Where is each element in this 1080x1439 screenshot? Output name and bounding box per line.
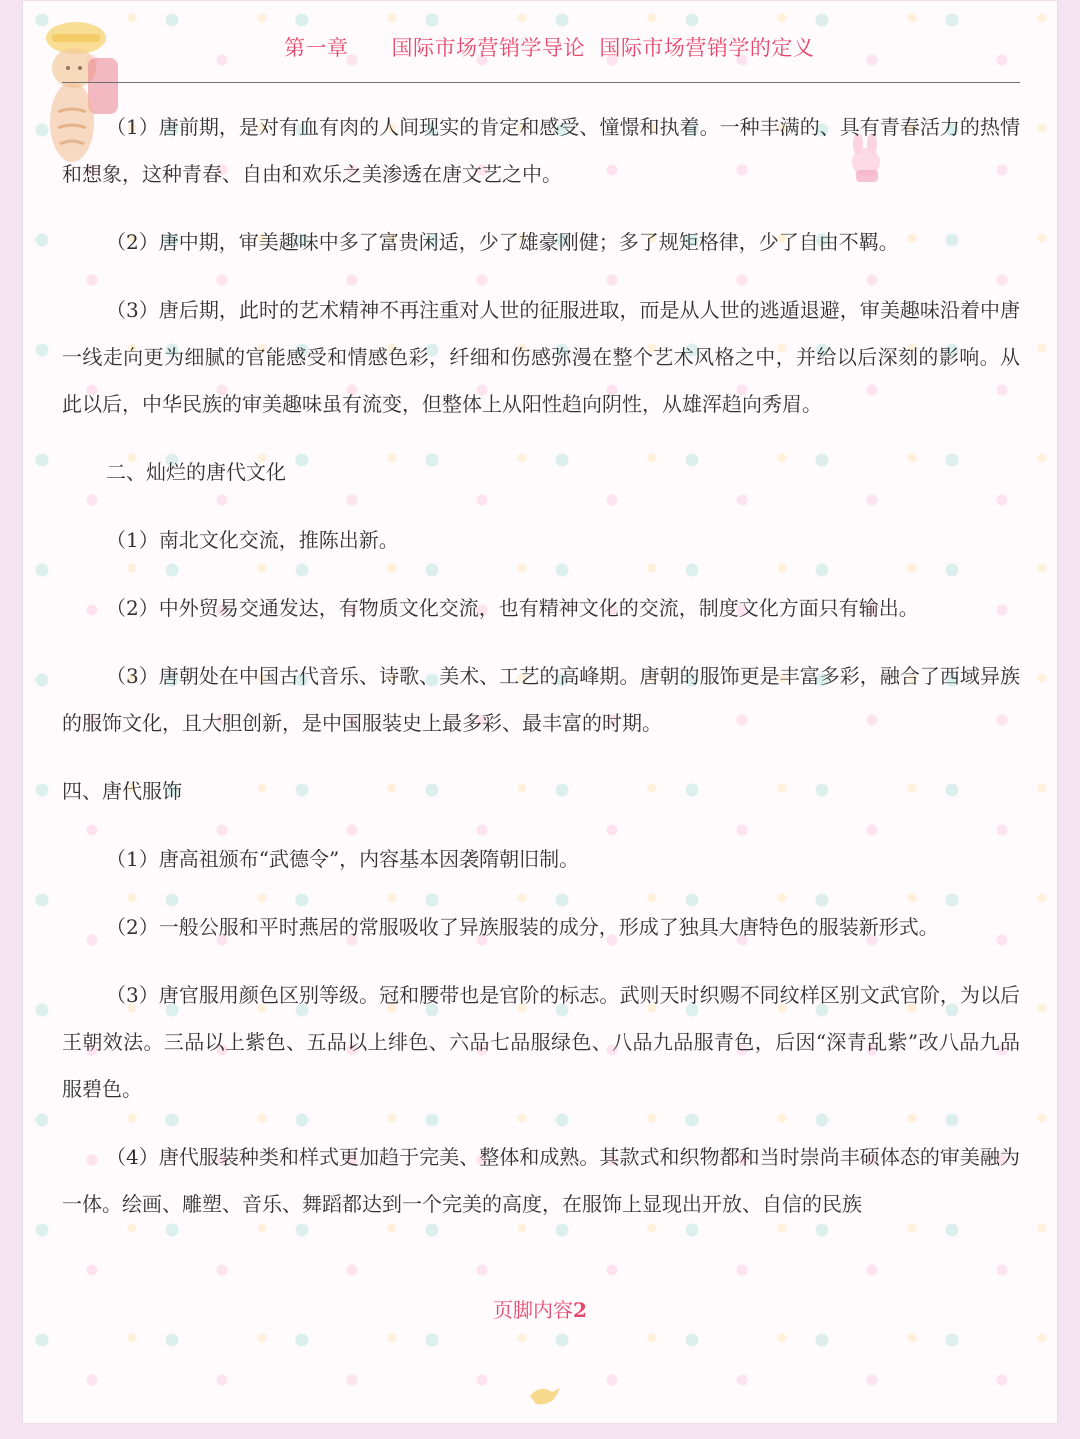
bird-sticker-icon xyxy=(528,1384,562,1406)
body-content xyxy=(62,104,1020,1249)
paragraph-culture-2: （2）中外贸易交通发达，有物质文化交流，也有精神文化的交流，制度文化方面只有输出。 xyxy=(106,596,919,620)
paragraph-costume-1: （1）唐高祖颁布“武德令”，内容基本因袭隋朝旧制。 xyxy=(106,847,580,871)
footer-label: 页脚内容 xyxy=(493,1298,574,1322)
page-header-title: 第一章 国际市场营销学导论 国际市场营销学的定义 xyxy=(284,36,815,60)
paragraph-costume-4: （4）唐代服装种类和样式更加趋于完美、整体和成熟。其款式和织物都和当时崇尚丰硕体态的审美融为一体。绘画、雕塑、音乐、舞蹈都达到一个完美的高度，在服饰上显现出开放、自信的民族 xyxy=(62,1145,1020,1216)
paragraph-tang-early: （1）唐前期，是对有血有肉的人间现实的肯定和感受、憧憬和执着。一种丰满的、具有青春活力的热情和想象，这种青春、自由和欢乐之美渗透在唐文艺之中。 xyxy=(62,115,1020,186)
section-heading-tang-culture: 二、灿烂的唐代文化 xyxy=(106,460,286,484)
page-footer xyxy=(0,1294,1080,1323)
paragraph-culture-3: （3）唐朝处在中国古代音乐、诗歌、美术、工艺的高峰期。唐朝的服饰更是丰富多彩，融合了西域异族的服饰文化，且大胆创新，是中国服装史上最多彩、最丰富的时期。 xyxy=(62,664,1020,735)
paragraph-culture-1: （1）南北文化交流，推陈出新。 xyxy=(106,528,399,552)
paragraph-costume-3: （3）唐官服用颜色区别等级。冠和腰带也是官阶的标志。武则天时织赐不同纹样区别文武官阶，为以后王朝效法。三品以上紫色、五品以上绯色、六品七品服绿色、八品九品服青色，后因“深青乱紫”改八品九品服碧色。 xyxy=(62,983,1020,1101)
header-divider xyxy=(62,82,1020,83)
page-number: 2 xyxy=(573,1298,587,1322)
paragraph-tang-middle: （2）唐中期，审美趣味中多了富贵闲适，少了雄豪刚健；多了规矩格律，少了自由不羁。 xyxy=(106,230,899,254)
paragraph-costume-2: （2）一般公服和平时燕居的常服吸收了异族服装的成分，形成了独具大唐特色的服装新形式。 xyxy=(106,915,939,939)
paragraph-tang-late: （3）唐后期，此时的艺术精神不再注重对人世的征服进取，而是从人世的逃遁退避，审美趣味沿着中唐一线走向更为细腻的官能感受和情感色彩，纤细和伤感弥漫在整个艺术风格之中，并给以后深刻的影响。从此以后，中华民族的审美趣味虽有流变，但整体上从阳性趋向阴性，从雄浑趋向秀眉。 xyxy=(62,298,1020,416)
section-heading-tang-costume: 四、唐代服饰 xyxy=(62,779,182,803)
